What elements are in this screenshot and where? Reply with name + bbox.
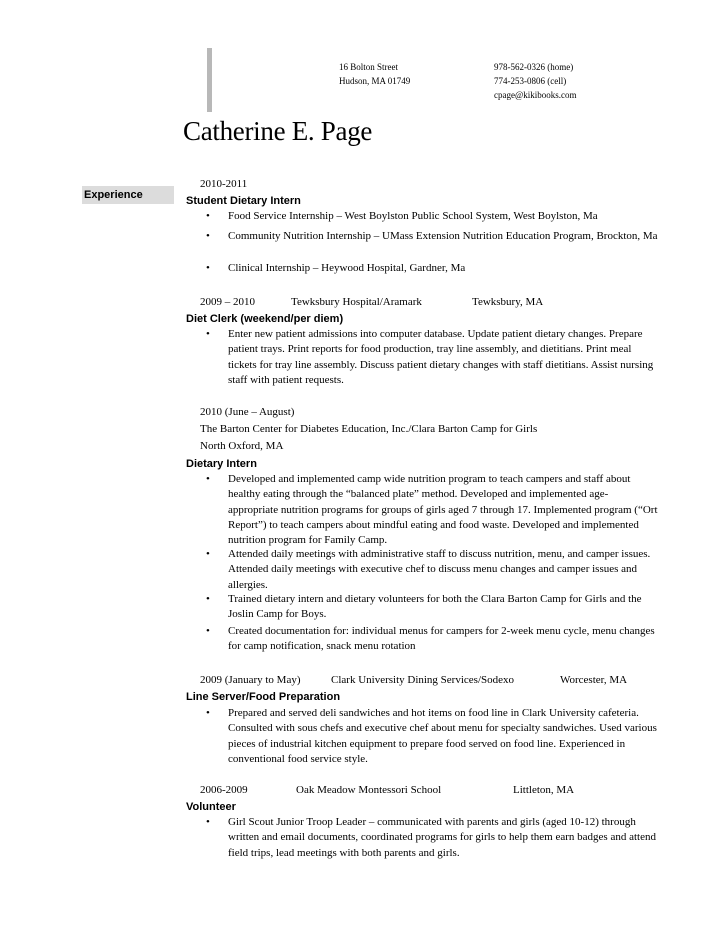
home-phone: 978-562-0326 (home) xyxy=(494,62,574,72)
list-item: Food Service Internship – West Boylston Public School System, West Boylston, Ma xyxy=(228,210,598,222)
job-dates: 2006-2009 xyxy=(200,784,248,796)
job-employer: Oak Meadow Montessori School xyxy=(296,784,442,796)
list-item: Enter new patient admissions into computer database. Update patient dietary changes. Prepare patient trays. Print reports for food production, tray line assembly, and dietitians. Print meal tickets for tray line assembly. Discuss patient dietary changes with staff dietitians. Assist nursing staff with patient requests. xyxy=(228,328,654,386)
list-item: Girl Scout Junior Troop Leader – communicated with parents and girls (aged 10-12) through written and email documents, coordinated programs for girls to help them earn badges and attend field trips, lead meetings with both parents and girls. xyxy=(228,816,656,859)
email: cpage@kikibooks.com xyxy=(494,90,577,100)
job-employer: The Barton Center for Diabetes Education, Inc./Clara Barton Camp for Girls xyxy=(200,423,538,435)
job-dates: 2010 (June – August) xyxy=(200,406,295,418)
job-location: North Oxford, MA xyxy=(200,440,284,452)
contact-info-block xyxy=(494,60,577,102)
candidate-name: Catherine E. Page xyxy=(183,116,373,146)
list-item: Developed and implemented camp wide nutrition program to teach campers and staff about healthy eating through the “balanced plate” method. Developed and implemented age-appropriate nutrition programs for groups of girls aged 7 through 17. Implemented program (“Ort Report”) to teach campers about mindful eating and food waste. Developed and implemented nutrition program for Family Camp. xyxy=(228,473,658,547)
list-item: Attended daily meetings with administrative staff to discuss nutrition, menu, and camper issues. Attended daily meetings with executive chef to discuss menu changes and camper issues and allergies. xyxy=(228,548,651,591)
job-dates: 2009 (January to May) xyxy=(200,674,301,686)
address-line: 16 Bolton Street xyxy=(339,62,398,72)
decorative-vertical-bar xyxy=(207,48,212,112)
job-location: Worcester, MA xyxy=(560,674,628,686)
job-dates: 2009 – 2010 xyxy=(200,296,255,308)
section-label-experience: Experience xyxy=(82,186,174,204)
address-block xyxy=(339,60,410,88)
job-dates: 2010-2011 xyxy=(200,178,248,190)
job-role: Dietary Intern xyxy=(186,458,257,470)
address-line: Hudson, MA 01749 xyxy=(339,76,411,86)
cell-phone: 774-253-0806 (cell) xyxy=(494,76,567,86)
job-role: Diet Clerk (weekend/per diem) xyxy=(186,313,344,325)
job-role: Line Server/Food Preparation xyxy=(186,691,341,703)
job-employer: Tewksbury Hospital/Aramark xyxy=(291,296,422,308)
list-item: Community Nutrition Internship – UMass Extension Nutrition Education Program, Brockton, Ma xyxy=(228,230,658,242)
job-role: Volunteer xyxy=(186,801,236,813)
job-location: Tewksbury, MA xyxy=(472,296,544,308)
list-item: Clinical Internship – Heywood Hospital, Gardner, Ma xyxy=(228,262,466,274)
job-employer: Clark University Dining Services/Sodexo xyxy=(331,674,515,686)
list-item: Prepared and served deli sandwiches and hot items on food line in Clark University cafeteria. Consulted with sous chefs and executive chef about menu for specialty sandwiches. Used various pieces of industrial kitchen equipment to prepare food served on food line. Experienced in conventional food service style. xyxy=(228,707,657,765)
job-location: Littleton, MA xyxy=(513,784,575,796)
job-role: Student Dietary Intern xyxy=(186,195,301,207)
list-item: Created documentation for: individual menus for campers for 2-week menu cycle, menu changes for camp notification, snack menu rotation xyxy=(228,625,655,653)
list-item: Trained dietary intern and dietary volunteers for both the Clara Barton Camp for Girls and the Joslin Camp for Boys. xyxy=(228,593,642,621)
